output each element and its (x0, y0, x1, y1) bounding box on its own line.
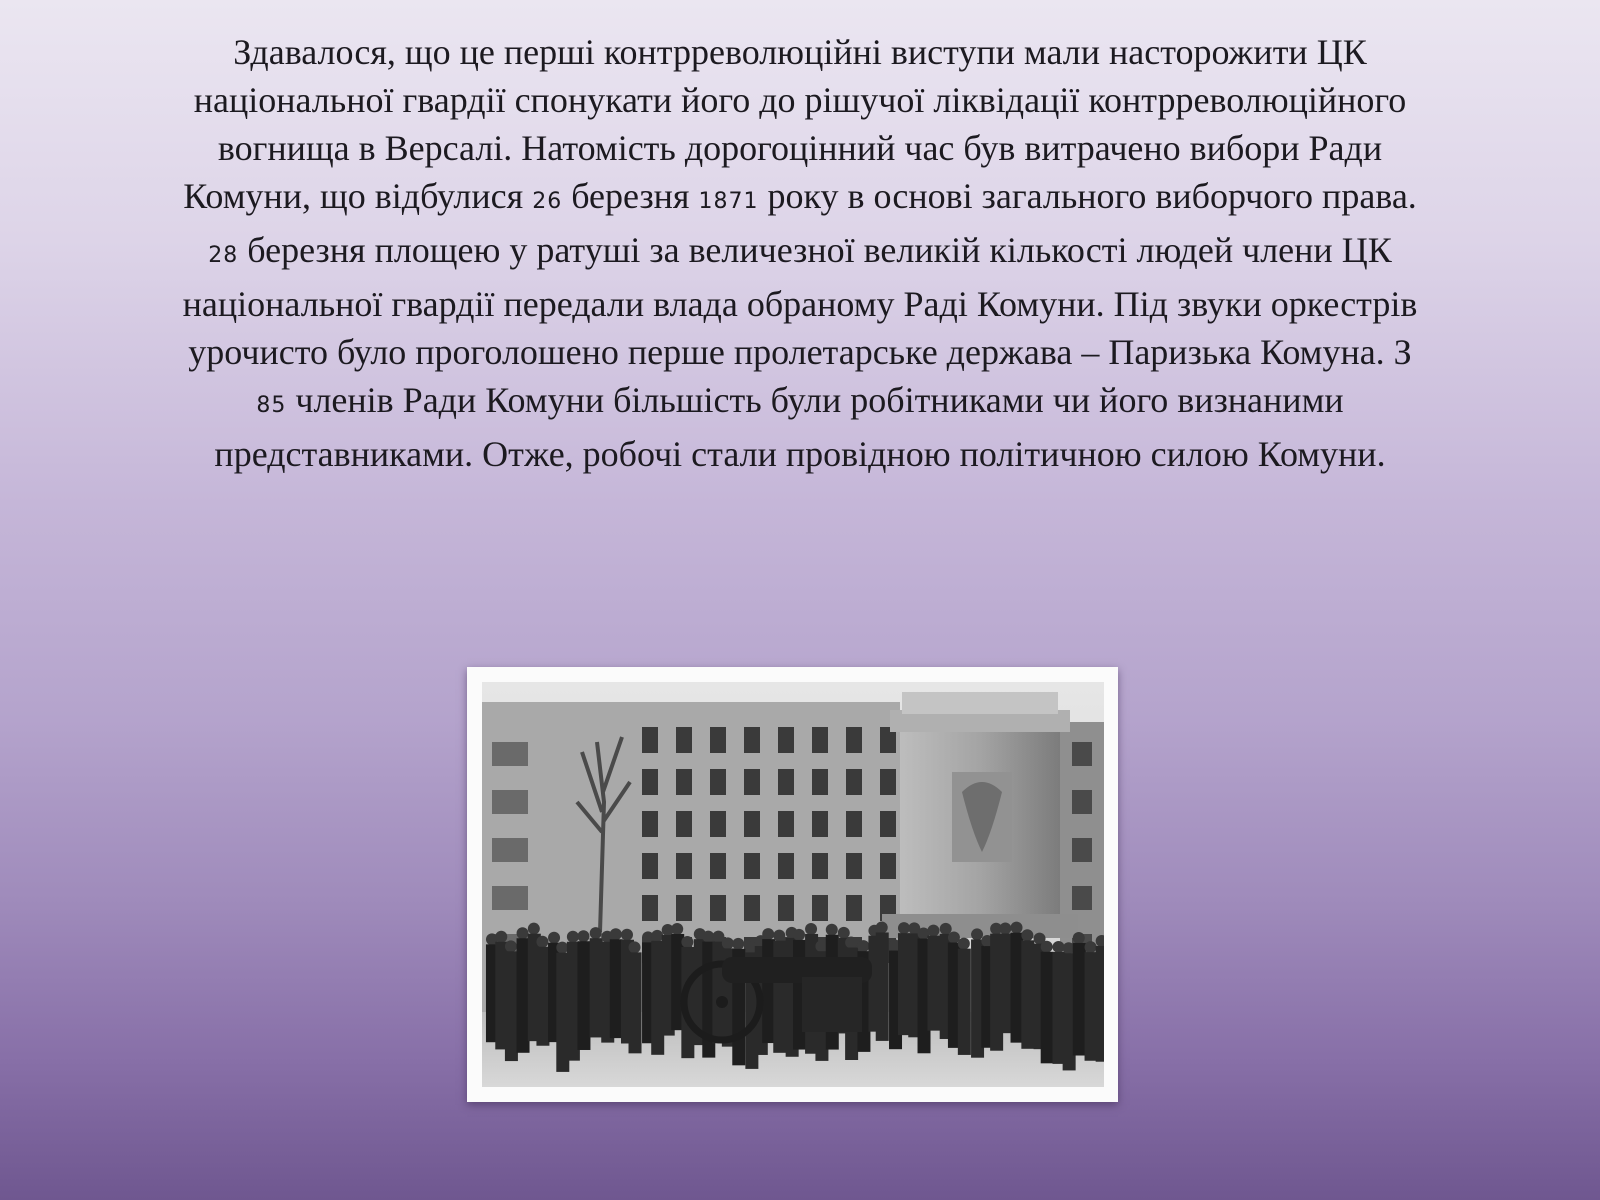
building-window (778, 895, 794, 921)
building-window (744, 853, 760, 879)
paragraph-text: Комуни, що відбулися (183, 176, 533, 216)
building-window (710, 811, 726, 837)
building-window (1072, 742, 1092, 766)
historical-photo (482, 682, 1104, 1087)
building-window (812, 769, 828, 795)
crowd-figure (577, 930, 590, 1050)
building-window (880, 853, 896, 879)
building-window (846, 853, 862, 879)
photo-frame (467, 667, 1118, 1102)
paragraph-text: національної гвардії спонукати його до рішучої ліквідації контрреволюційного (193, 80, 1407, 120)
building-window (778, 769, 794, 795)
paragraph-line (78, 76, 1522, 124)
paragraph-text: представниками. Отже, робочі стали провідною політичною силою Комуни. (214, 434, 1386, 474)
building-window (846, 727, 862, 753)
paragraph-text: національної гвардії передали влада обраному Раді Комуни. Під звуки оркестрів (182, 284, 1418, 324)
building-window (846, 811, 862, 837)
paragraph-line (78, 376, 1522, 430)
crowd-figure (1085, 941, 1098, 1061)
crowd-figure (999, 923, 1012, 1034)
building-window (880, 811, 896, 837)
paragraph-line (78, 226, 1522, 280)
paragraph-line (78, 28, 1522, 76)
building-window (710, 853, 726, 879)
building-window (778, 727, 794, 753)
building-window (1072, 790, 1092, 814)
building-window (676, 727, 692, 753)
crowd-figure (1096, 935, 1104, 1062)
crowd-figure (1041, 941, 1054, 1064)
building-window (492, 742, 528, 766)
paragraph-number: 28 (208, 243, 239, 268)
crowd-figure (876, 921, 889, 1040)
paragraph-text: вогнища в Версалі. Натомість дорогоцінний час був витрачено вибори Ради (217, 128, 1383, 168)
building-window (710, 727, 726, 753)
building-window (778, 811, 794, 837)
building-window (492, 790, 528, 814)
photo-monument (882, 692, 1078, 938)
building-window (880, 769, 896, 795)
crowd-figure (590, 927, 603, 1037)
paragraph-line (78, 430, 1522, 478)
building-window (846, 769, 862, 795)
crowd-figure (732, 938, 745, 1065)
building-window (812, 895, 828, 921)
paragraph-text: березня (562, 176, 699, 216)
building-window (492, 886, 528, 910)
paragraph-text: Здавалося, що це перші контрреволюційні виступи мали насторожити ЦК (233, 32, 1367, 72)
building-window (710, 769, 726, 795)
building-window (812, 853, 828, 879)
paragraph-number: 85 (256, 393, 287, 418)
building-window (1072, 886, 1092, 910)
crowd-figure (927, 925, 940, 1031)
crowd-figure (610, 928, 623, 1038)
crowd-figure (1021, 929, 1034, 1048)
building-window (812, 811, 828, 837)
building-window (642, 853, 658, 879)
crowd-figure (773, 930, 786, 1053)
paragraph-number: 1871 (698, 189, 759, 214)
building-window (710, 895, 726, 921)
crowd-figure (762, 928, 775, 1043)
crowd-figure (629, 941, 642, 1053)
building-window (744, 727, 760, 753)
building-window (676, 811, 692, 837)
slide-paragraph (78, 28, 1522, 478)
crowd-figure (958, 938, 971, 1055)
building-window (676, 769, 692, 795)
paragraph-line (78, 124, 1522, 172)
paragraph-line (78, 328, 1522, 376)
building-window (744, 769, 760, 795)
building-window (642, 895, 658, 921)
paragraph-line (78, 280, 1522, 328)
paragraph-number: 26 (532, 189, 563, 214)
crowd-figure (1073, 932, 1086, 1056)
building-window (1072, 838, 1092, 862)
building-window (676, 853, 692, 879)
paragraph-text: членів Ради Комуни більшість були робітниками чи його визнаними (286, 380, 1344, 420)
paragraph-text: року в основі загального виборчого права. (758, 176, 1417, 216)
building-window (744, 811, 760, 837)
building-window (492, 838, 528, 862)
building-window (642, 769, 658, 795)
building-window (778, 853, 794, 879)
crowd-figure (536, 936, 549, 1046)
paragraph-line (78, 172, 1522, 226)
crowd-figure (505, 940, 518, 1061)
paragraph-text: березня площею у ратуші за величезної великій кількості людей члени ЦК (238, 230, 1392, 270)
building-window (744, 895, 760, 921)
building-window (642, 811, 658, 837)
building-window (676, 895, 692, 921)
building-window (642, 727, 658, 753)
building-window (812, 727, 828, 753)
building-window (846, 895, 862, 921)
crowd-figure (517, 927, 530, 1053)
paragraph-text: урочисто було проголошено перше пролетарське держава – Паризька Комуна. З (188, 332, 1412, 372)
